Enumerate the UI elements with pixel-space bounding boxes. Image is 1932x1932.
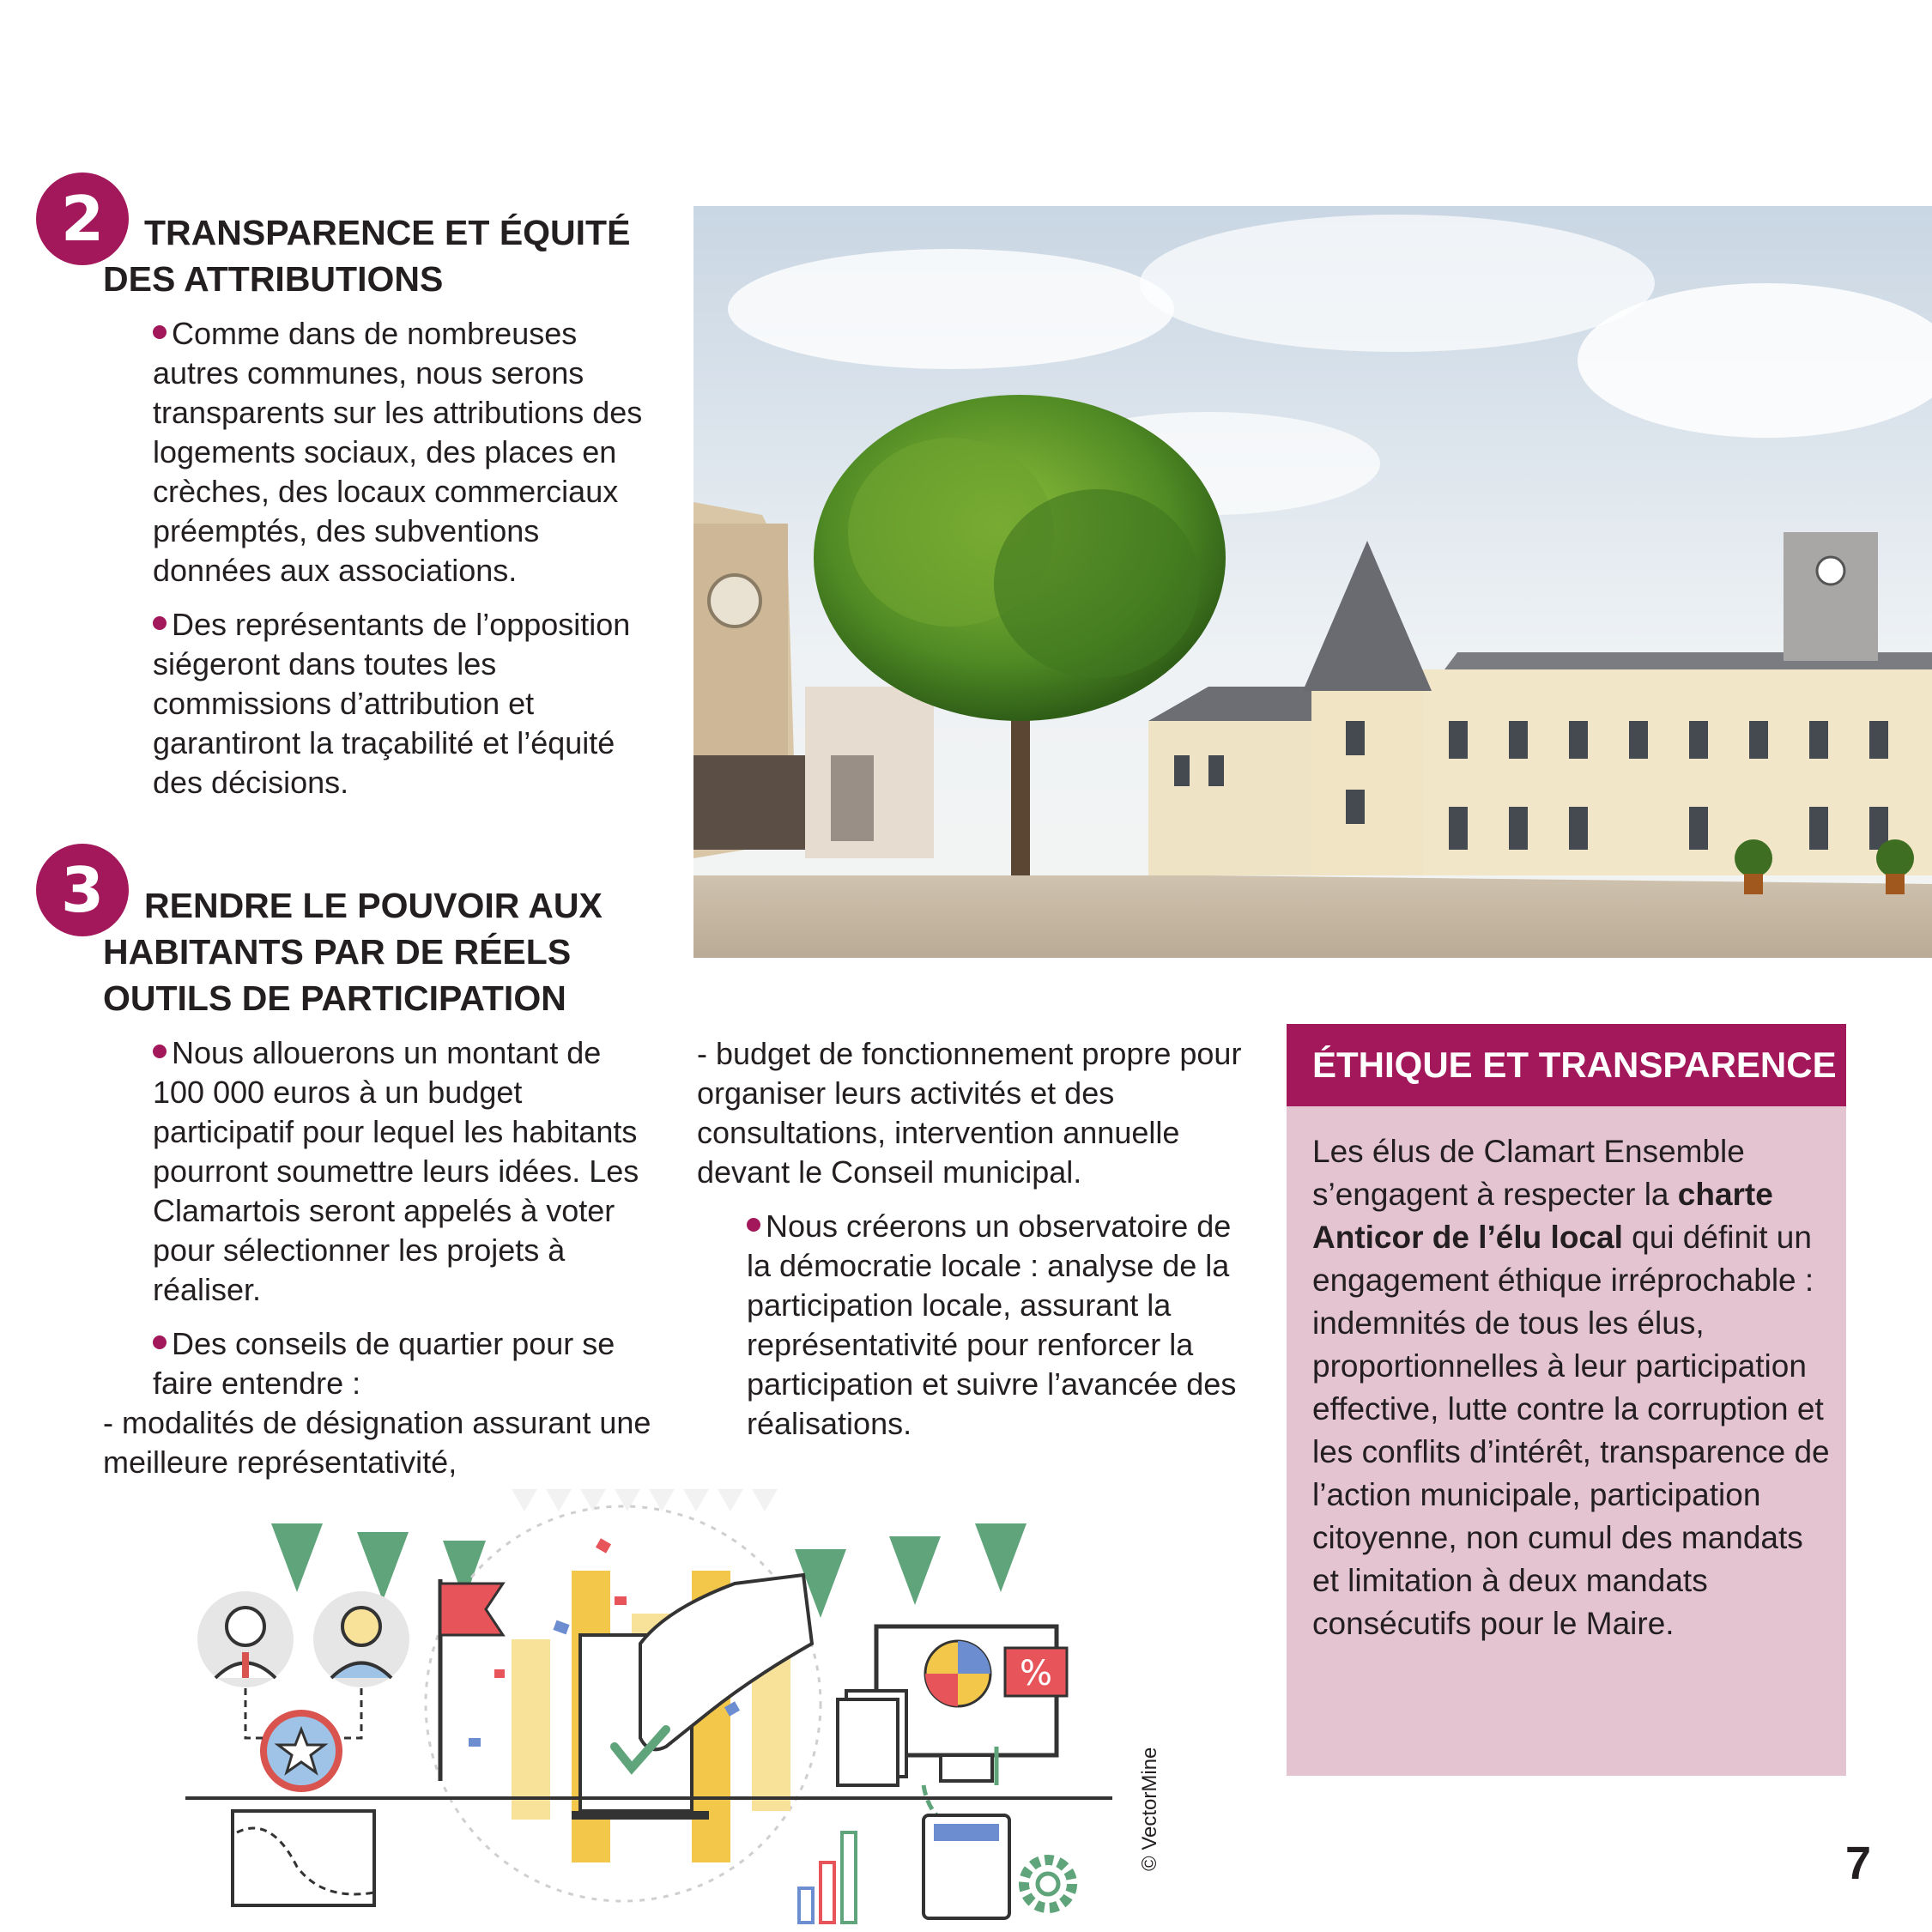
section-2-number-badge: 2 xyxy=(36,173,129,265)
participation-illustration xyxy=(185,1489,1112,1927)
section-3-bullet-2-line-1: - modalités de désignation assurant une meilleure représentativité, xyxy=(103,1405,651,1480)
percent-tag-label: % xyxy=(1019,1654,1053,1693)
ethics-box xyxy=(1287,1024,1846,1776)
star-badge-icon xyxy=(263,1713,339,1789)
section-2-bullet-1 xyxy=(103,314,652,591)
section-3-body-col-1 xyxy=(103,1033,652,1482)
section-2-bullet-1-text: Comme dans de nombreuses autres communes, nous serons transparents sur les attributions des logements sociaux, des places en crèches, des locaux commerciaux préemptés, des subventions données aux associations. xyxy=(153,316,643,588)
calculator-icon xyxy=(924,1815,1009,1918)
section-3-body-col-2 xyxy=(697,1034,1246,1458)
section-2-bullet-2-text: Des représentants de l’opposition siégeront dans toutes les commissions d’attribution et garantiront la traçabilité et l’équité des décisions. xyxy=(153,607,631,800)
section-3-bullet-2-line-2: - budget de fonctionnement propre pour organiser leurs activités et des consultations, intervention annuelle devant le Conseil municipal. xyxy=(697,1036,1242,1190)
section-3-bullet-3 xyxy=(697,1207,1246,1444)
section-2-heading-line-1: TRANSPARENCE ET ÉQUITÉ xyxy=(144,213,631,252)
ethics-box-title: ÉTHIQUE ET TRANSPARENCE xyxy=(1287,1024,1846,1106)
bullet-dot xyxy=(747,1218,760,1232)
section-3-bullet-2-intro: Des conseils de quartier pour se faire entendre : xyxy=(153,1326,615,1401)
section-2-body xyxy=(103,314,652,817)
section-3-bullet-1-text: Nous allouerons un montant de 100 000 euros à un budget participatif pour lequel les habitants pourront soumettre leurs idées. Les Clamartois seront appelés à voter pour sélectionner les projets à réaliser. xyxy=(153,1035,639,1307)
bullet-dot xyxy=(153,616,167,630)
person-female-icon xyxy=(313,1591,409,1687)
bullet-dot xyxy=(153,1045,167,1058)
ethics-box-body xyxy=(1312,1130,1836,1645)
ethics-box-text-before: Les élus de Clamart Ensemble s’engagent à respecter la xyxy=(1312,1134,1745,1212)
bullet-dot xyxy=(153,325,167,339)
section-3-heading-line-1: RENDRE LE POUVOIR AUX xyxy=(144,886,603,925)
bullet-dot xyxy=(153,1335,167,1349)
town-hall-photo xyxy=(693,206,1932,958)
illustration-credit: © VectorMine xyxy=(1138,1747,1161,1871)
section-3-heading-line-3: OUTILS DE PARTICIPATION xyxy=(103,978,566,1018)
ethics-box-charter-name: charte Anticor de l’élu local xyxy=(1312,1177,1773,1255)
section-3-bullet-3-text: Nous créerons un observatoire de la démocratie locale : analyse de la participation locale, assurant la représentativité pour renforcer la participation et suivre l’avancée des réalisations. xyxy=(747,1208,1237,1441)
section-3-number-badge: 3 xyxy=(36,844,129,936)
person-male-icon xyxy=(197,1591,294,1687)
section-2-heading xyxy=(103,209,630,302)
section-3-heading-line-2: HABITANTS PAR DE RÉELS xyxy=(103,932,572,972)
section-3-bullet-2 xyxy=(103,1324,652,1482)
ethics-box-text-after: qui définit un engagement éthique irréprochable : indemnités de tous les élus, proportionnelles à leur participation effective, lutte contre la corruption et les conflits d’intérêt, transparence de l’action municipale, participation citoyenne, non cumul des mandats et limitation à deux mandats consécutifs pour le Maire. xyxy=(1312,1220,1830,1641)
page-number: 7 xyxy=(1845,1838,1872,1889)
section-3-heading xyxy=(103,882,603,1021)
section-3-bullet-1 xyxy=(103,1033,652,1310)
section-2-heading-line-2: DES ATTRIBUTIONS xyxy=(103,259,444,299)
section-2-bullet-2 xyxy=(103,605,652,802)
